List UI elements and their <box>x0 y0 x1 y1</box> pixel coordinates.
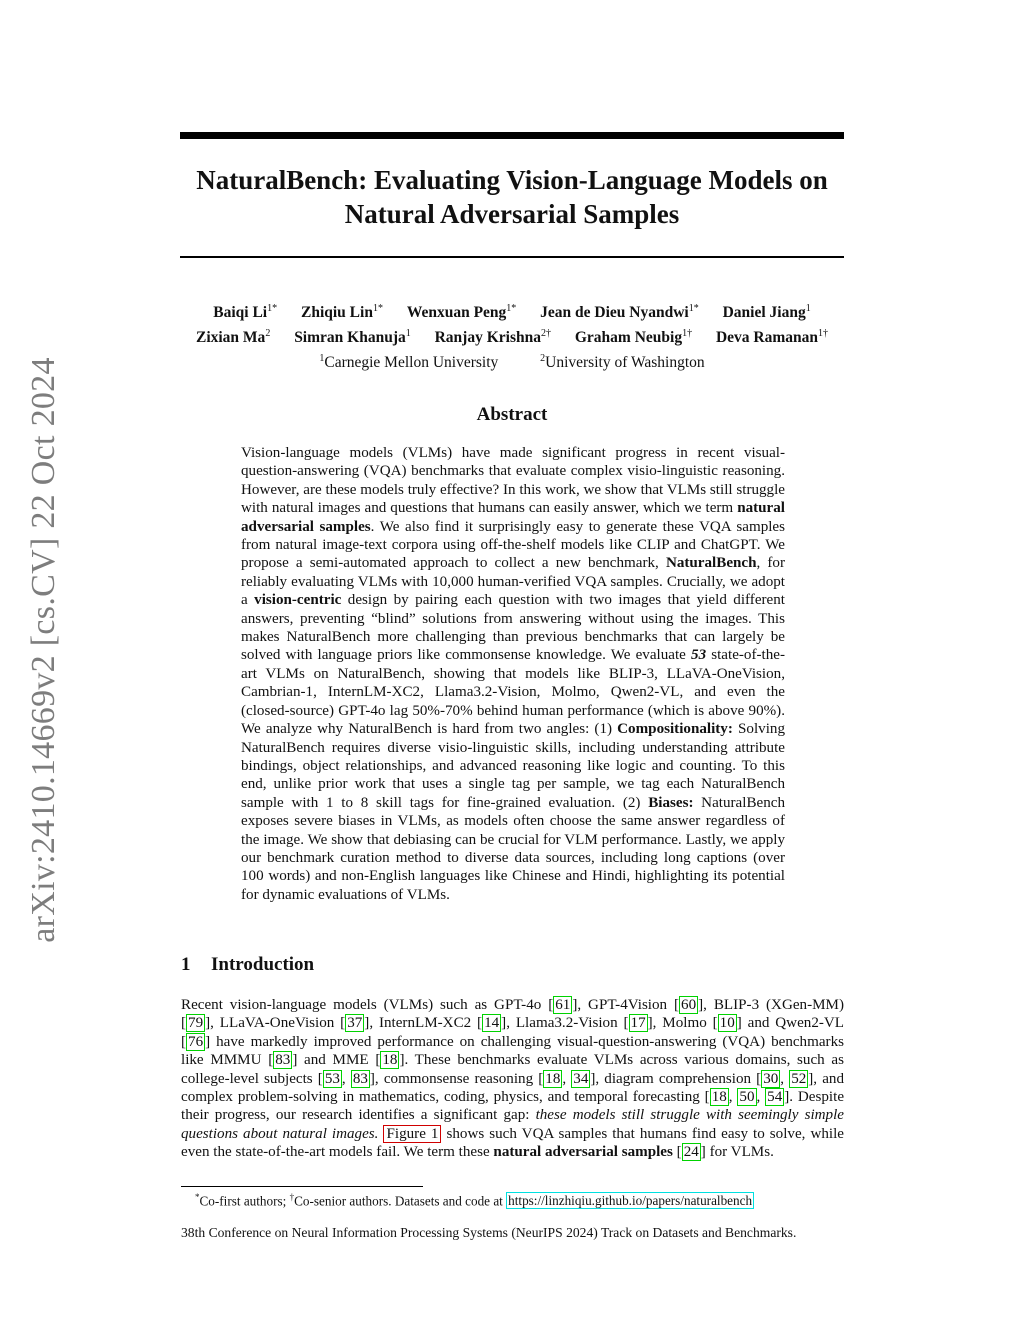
intro-segment: ]. These benchmarks evaluate VLMs across various domains, such as college-level subjects [ <box>181 1052 844 1087</box>
citation-link[interactable]: 61 <box>555 997 571 1013</box>
intro-segment: ]. Despite their progress, our research identifies a significant gap: <box>181 1089 845 1124</box>
introduction-paragraph <box>181 996 844 1162</box>
affiliation-line <box>150 348 874 373</box>
abstract-text <box>241 444 785 904</box>
conference-note: 38th Conference on Neural Information Processing Systems (NeurIPS 2024) Track on Datasets and Benchmarks. <box>181 1225 797 1240</box>
abstract-segment: Solving NaturalBench requires diverse visio-linguistic skills, including understanding attribute bindings, object relationships, and advanced reasoning like logic and counting. To this end, unlike prior work that uses a single tag per sample, we tag each NaturalBench sample with 1 to 8 skill tags for fine-grained evaluation. (2) <box>241 721 785 811</box>
abstract-segment: , for reliably evaluating VLMs with 10,000 human-verified VQA samples. Crucially, we adopt a <box>241 555 785 609</box>
intro-segment: , <box>562 1070 572 1087</box>
citation-link[interactable]: 50 <box>739 1089 755 1106</box>
citation-link[interactable]: 83 <box>352 1070 368 1087</box>
abstract-bold-term: Compositionality: <box>617 721 733 738</box>
author-name: Simran Khanuja <box>294 329 406 347</box>
footnote <box>195 1192 754 1209</box>
affiliation-mark: 2 <box>540 353 546 365</box>
dataset-url-link[interactable]: https://linzhiqiu.github.io/papers/naturalbench <box>508 1193 753 1209</box>
figure-reference-link[interactable]: Figure 1 <box>383 1125 441 1143</box>
abstract-bold-term: vision-centric <box>254 592 342 609</box>
author-affiliation-mark: 1* <box>688 303 699 314</box>
citation-link[interactable]: 18 <box>545 1070 561 1087</box>
author-affiliation-mark: 1* <box>267 303 278 314</box>
citation-link[interactable]: 30 <box>763 1070 779 1087</box>
footnote-mark: † <box>289 1192 295 1202</box>
author-affiliation-mark: 1 <box>405 328 411 340</box>
intro-segment: , <box>756 1089 766 1106</box>
author-affiliation-mark: 2† <box>540 328 551 340</box>
citation-link[interactable]: 34 <box>573 1070 589 1087</box>
citation-link[interactable]: 37 <box>347 1015 363 1032</box>
intro-segment: Recent vision-language models (VLMs) such as GPT-4o [ <box>181 997 554 1013</box>
citation-link[interactable]: 17 <box>630 1015 646 1032</box>
footnote-rule <box>181 1186 423 1187</box>
author-affiliation-mark: 1* <box>506 303 517 314</box>
abstract-segment: state-of-the-art VLMs on NaturalBench, showing that models like BLIP-3, LLaVA-OneVision, Cambrian-1, InternLM-XC2, Llama3.2-Vision, Molmo, Qwen2-VL, and even the (closed-source) GPT-4o lag 50%-70% behind human performance (which is above 90%). We analyze why NaturalBench is hard from two angles: (1) <box>241 647 785 738</box>
citation-link[interactable]: 83 <box>275 1052 291 1069</box>
abstract-bold-term: Biases: <box>648 794 694 811</box>
author-affiliation-mark: 1* <box>372 303 383 314</box>
intro-segment: ], InternLM-XC2 [ <box>364 1015 483 1032</box>
author-line-1 <box>150 298 874 323</box>
affiliation-name: Carnegie Mellon University <box>324 354 499 372</box>
citation-link[interactable]: 24 <box>683 1144 699 1161</box>
affiliation-mark: 1 <box>319 353 325 365</box>
intro-segment: ], LLaVA-OneVision [ <box>205 1015 346 1032</box>
intro-segment: ], commonsense reasoning [ <box>369 1070 544 1087</box>
intro-segment: ], Molmo [ <box>647 1015 718 1032</box>
author-name: Jean de Dieu Nyandwi <box>540 304 689 322</box>
abstract-segment: design by pairing each question with two images that yield different answers, preventing “blind” solutions from answering without using the images. This makes NaturalBench more challenging than previous benchmarks that can largely be solved with language priors like commonsense knowledge. We evaluate <box>241 592 785 664</box>
abstract-segment: Vision-language models (VLMs) have made significant progress in recent visual-question-answering (VQA) benchmarks that evaluate complex visio-linguistic reasoning. However, are these models truly effective? In this work, we show that VLMs still struggle with natural images and questions that humans can easily answer, which we term <box>241 445 785 517</box>
arxiv-identifier-text: arXiv:2410.14669v2 [cs.CV] 22 Oct 2024 <box>25 357 62 943</box>
intro-segment: [ <box>672 1144 682 1161</box>
author-name: Baiqi Li <box>213 304 268 322</box>
author-affiliation-mark: 1 <box>805 303 811 314</box>
paper-title <box>160 163 864 231</box>
citation-link[interactable]: 60 <box>681 997 697 1013</box>
author-name: Graham Neubig <box>574 329 683 347</box>
author-block <box>150 298 874 373</box>
citation-link[interactable]: 18 <box>382 1052 398 1069</box>
intro-segment: ] have markedly improved performance on challenging visual-question-answering (VQA) benchmarks like MMMU [ <box>181 1033 844 1069</box>
citation-link[interactable]: 79 <box>188 1015 204 1032</box>
intro-segment: ] and Qwen2-VL [ <box>181 1015 845 1050</box>
citation-link[interactable]: 18 <box>711 1089 727 1106</box>
title-line-2: Natural Adversarial Samples <box>344 199 680 229</box>
intro-segment: , <box>728 1089 738 1106</box>
author-name: Daniel Jiang <box>722 304 806 322</box>
citation-link[interactable]: 53 <box>324 1070 340 1087</box>
intro-segment: ], and complex problem-solving in mathematics, coding, physics, and temporal forecasting [ <box>181 1070 844 1106</box>
abstract-heading: Abstract <box>476 404 548 425</box>
title-top-rule <box>180 132 844 139</box>
author-affiliation-mark: 2 <box>265 328 271 340</box>
author-name: Zixian Ma <box>195 329 266 347</box>
intro-bold-term: natural adversarial samples <box>493 1144 673 1161</box>
abstract-bold-term: NaturalBench <box>665 555 757 572</box>
intro-segment: ], diagram comprehension [ <box>590 1070 762 1087</box>
author-line-2 <box>150 323 874 348</box>
affiliation-name: University of Washington <box>545 354 705 372</box>
intro-segment: ], Llama3.2-Vision [ <box>501 1015 629 1032</box>
intro-segment: shows such VQA samples that humans find easy to solve, while even the state-of-the-art models fail. We term these <box>181 1125 844 1161</box>
author-name: Wenxuan Peng <box>406 304 507 322</box>
author-name: Zhiqiu Lin <box>300 304 373 322</box>
abstract-bold-term: natural adversarial samples <box>241 500 785 535</box>
title-line-1: NaturalBench: Evaluating Vision-Language Models on <box>196 165 828 195</box>
citation-link[interactable]: 76 <box>188 1033 204 1050</box>
abstract-segment: . We also find it surprisingly easy to generate these VQA samples from natural image-text corpora using off-the-shelf models like CLIP and ChatGPT. We propose a semi-automated approach to collect a new benchmark, <box>241 518 786 572</box>
abstract-model-count: 53 <box>691 647 707 664</box>
section-heading-introduction <box>181 954 314 976</box>
citation-link[interactable]: 10 <box>719 1015 735 1032</box>
intro-segment: ] and MME [ <box>292 1052 381 1069</box>
intro-segment: , <box>780 1070 790 1087</box>
footnote-text: Co-first authors; <box>199 1193 290 1209</box>
author-affiliation-mark: 1† <box>682 328 693 340</box>
footnote-text: Co-senior authors. Datasets and code at <box>294 1193 507 1209</box>
author-name: Deva Ramanan <box>715 329 818 347</box>
section-title: Introduction <box>211 954 315 975</box>
intro-segment: ], BLIP-3 (XGen-MM) [ <box>181 997 844 1032</box>
abstract-segment: NaturalBench exposes severe biases in VLMs, as models often choose the same answer regardless of the image. We show that debiasing can be crucial for VLM performance. Lastly, we apply our benchmark curation method to diverse data sources, including long captions (over 100 words) and non-English languages like Chinese and Hindi, highlighting its potential for dynamic evaluations of VLMs. <box>241 794 786 903</box>
section-number: 1 <box>181 954 191 975</box>
intro-segment: , <box>341 1070 351 1087</box>
intro-emphasis: these models still struggle with seemingly simple questions about natural images. <box>181 1107 844 1142</box>
citation-link[interactable]: 14 <box>484 1015 500 1032</box>
title-bottom-rule <box>180 256 844 258</box>
citation-link[interactable]: 52 <box>791 1070 807 1087</box>
intro-segment: ], GPT-4Vision [ <box>572 997 680 1013</box>
author-affiliation-mark: 1† <box>818 328 828 340</box>
citation-link[interactable]: 54 <box>767 1089 783 1106</box>
intro-segment: ] for VLMs. <box>700 1144 774 1161</box>
footnote-mark: * <box>195 1192 200 1202</box>
author-name: Ranjay Krishna <box>434 329 541 347</box>
